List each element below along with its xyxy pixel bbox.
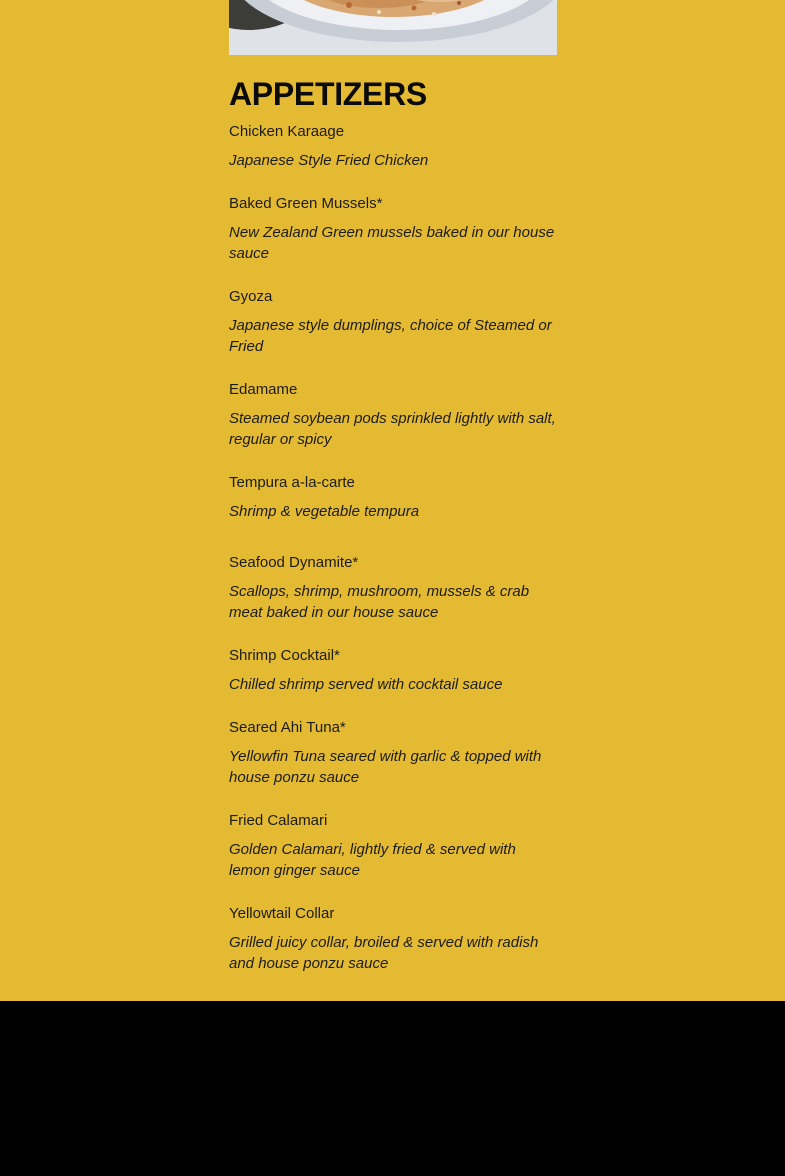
item-name: Tempura a-la-carte [229,474,355,491]
section-title: APPETIZERS [229,76,427,112]
item-description: Shrimp & vegetable tempura [229,503,420,520]
menu-item [229,811,557,881]
menu-list [229,122,557,974]
item-description: Japanese style dumplings, choice of Steamed or Fried [229,317,552,355]
item-name: Baked Green Mussels* [229,195,383,212]
menu-item [229,122,557,171]
item-name: Seafood Dynamite* [229,554,359,571]
menu-item [229,194,557,264]
menu-item [229,646,557,695]
item-name: Yellowtail Collar [229,905,335,922]
menu-item [229,380,557,450]
item-description: Japanese Style Fried Chicken [229,152,429,169]
item-description: Steamed soybean pods sprinkled lightly with salt, regular or spicy [229,410,556,448]
item-description: Chilled shrimp served with cocktail sauce [229,676,503,693]
menu-item [229,287,557,357]
food-photo [229,0,557,55]
item-name: Chicken Karaage [229,123,345,140]
item-name: Gyoza [229,288,273,305]
menu-column [229,0,557,997]
item-name: Shrimp Cocktail* [229,647,340,664]
item-description: Golden Calamari, lightly fried & served with lemon ginger sauce [229,841,516,879]
item-description: Scallops, shrimp, mushroom, mussels & crab meat baked in our house sauce [229,583,530,621]
item-description: Grilled juicy collar, broiled & served with radish and house ponzu sauce [229,934,539,972]
footer-band [0,1001,785,1176]
item-name: Seared Ahi Tuna* [229,719,346,736]
menu-item [229,718,557,788]
menu-item [229,473,557,522]
item-name: Fried Calamari [229,812,328,829]
menu-item [229,904,557,974]
hero-food-image [229,0,557,55]
item-name: Edamame [229,381,298,398]
item-description: New Zealand Green mussels baked in our house sauce [229,224,555,262]
item-description: Yellowfin Tuna seared with garlic & topped with house ponzu sauce [229,748,542,786]
menu-item [229,553,557,623]
